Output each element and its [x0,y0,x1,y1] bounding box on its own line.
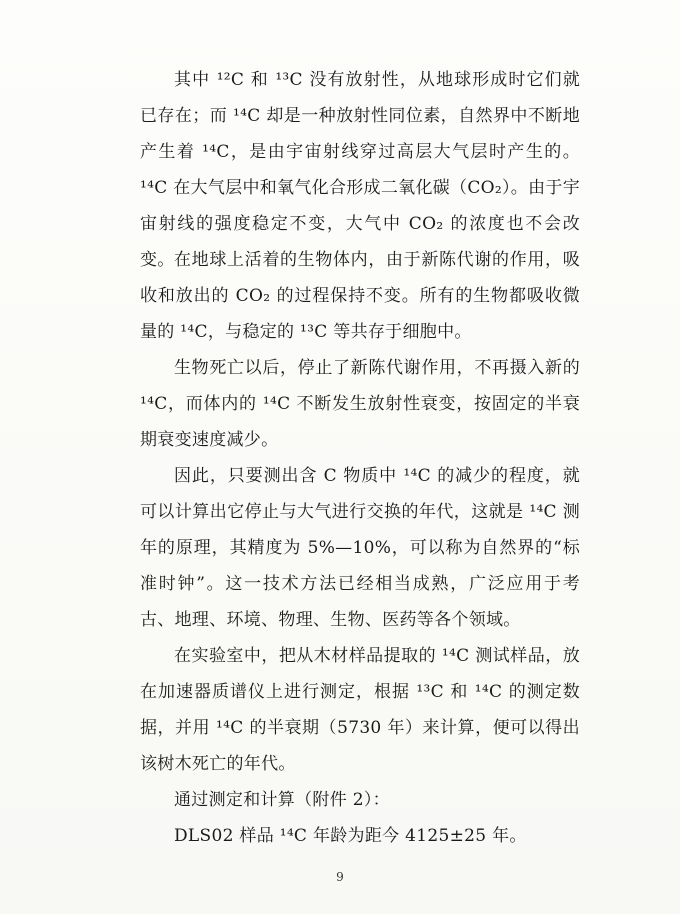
paragraph-3: 生物死亡以后，停止了新陈代谢作用，不再摄入新的 ¹⁴C，而体内的 ¹⁴C 不断发生放射性衰变，按固定的半衰期衰变速度减少。 [140,358,580,450]
paragraph-6: 通过测定和计算（附件 2）： [174,790,390,810]
paragraph-5: 在实验室中，把从木材样品提取的 ¹⁴C 测试样品，放在加速器质谱仪上进行测定，根据 ¹³C 和 ¹⁴C 的测定数据，并用 ¹⁴C 的半衰期（5730 年）来计算，便可以得出该树木死亡的年代。 [140,646,580,774]
paragraph-1: 其中 ¹²C 和 ¹³C 没有放射性，从地球形成时它们就已存在；而 ¹⁴C 却是一种放射性同位素，自然界中不断地产生着 ¹⁴C，是由宇宙射线穿过高层大气层时产生的。¹⁴C 在大气层中和氧气化合形成二氧化碳（CO₂）。由于宇宙射线的强度稳定不变，大气中 CO₂ 的浓度也不会改变。 [140,70,580,270]
paragraph-4: 因此，只要测出含 C 物质中 ¹⁴C 的减少的程度，就可以计算出它停止与大气进行交换的年代，这就是 ¹⁴C 测年的原理，其精度为 5%—10%，可以称为自然界的“标准时钟”。这一技术方法已经相当成熟，广泛应用于考古、地理、环境、物理、生物、医药等各个领域。 [140,466,580,630]
page-number: 9 [336,870,344,884]
paragraph-2: 在地球上活着的生物体内，由于新陈代谢的作用，吸收和放出的 CO₂ 的过程保持不变。所有的生物都吸收微量的 ¹⁴C，与稳定的 ¹³C 等共存于细胞中。 [140,250,580,342]
paragraph-7: DLS02 样品 ¹⁴C 年龄为距今 4125±25 年。 [174,826,527,846]
